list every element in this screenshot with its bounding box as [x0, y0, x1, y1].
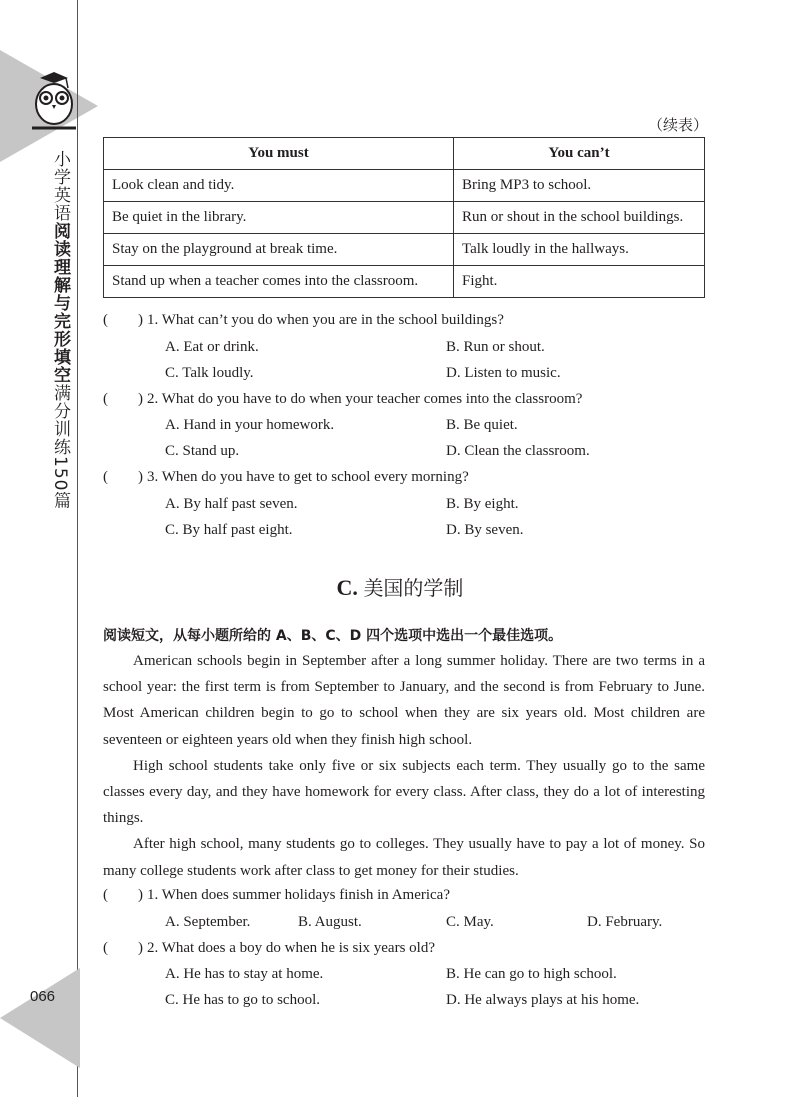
reading-passage — [103, 648, 705, 884]
book-title-part: 小学英语 — [50, 150, 70, 222]
table-cell: Fight. — [454, 266, 705, 298]
answer-blank[interactable]: ( ) — [103, 312, 143, 328]
option-b: B. Be quiet. — [446, 417, 518, 433]
answer-blank[interactable]: ( ) — [103, 469, 143, 485]
question-text: 3. When do you have to get to school every morning? — [147, 469, 469, 485]
option-c: C. By half past eight. — [165, 522, 293, 538]
question-text: 2. What does a boy do when he is six years old? — [147, 940, 435, 956]
book-title-bold-part: 阅读理解与完形填空 — [50, 222, 70, 384]
table-cell: Look clean and tidy. — [104, 170, 454, 202]
section-letter: C. — [336, 575, 358, 600]
rules-table — [103, 137, 705, 298]
option-c: C. Talk loudly. — [165, 365, 254, 381]
passage-paragraph: High school students take only five or six subjects each term. They usually go to the same classes every day, and they have homework for every class. After class, they do a lot of interesting things. — [103, 757, 705, 827]
option-a: A. By half past seven. — [165, 496, 298, 512]
question-stem — [103, 310, 504, 330]
question-text: 1. When does summer holidays finish in America? — [147, 887, 450, 903]
option-a: A. Eat or drink. — [165, 339, 259, 355]
book-title-part: 篇 — [50, 491, 70, 510]
table-cell: Run or shout in the school buildings. — [454, 202, 705, 234]
table-cell: Bring MP3 to school. — [454, 170, 705, 202]
option-b: B. By eight. — [446, 496, 519, 512]
question-text: 2. What do you have to do when your teacher comes into the classroom? — [147, 391, 583, 407]
continued-label: （续表） — [648, 116, 709, 134]
option-d: D. Clean the classroom. — [446, 443, 590, 459]
option-c: C. Stand up. — [165, 443, 240, 459]
option-a: A. Hand in your homework. — [165, 417, 335, 433]
option-b: B. August. — [298, 914, 362, 930]
passage-paragraph: American schools begin in September after a long summer holiday. There are two terms in a school year: the first term is from September to January, and the second is from February to June. Most American children begin to go to school when they are six years old. Most children are seventeen or eighteen years old when they finish high school. — [103, 653, 705, 748]
table-cell: Be quiet in the library. — [104, 202, 454, 234]
option-a: A. September. — [165, 914, 251, 930]
question-stem — [103, 885, 450, 905]
option-d: D. February. — [587, 914, 663, 930]
option-d: D. Listen to music. — [446, 365, 561, 381]
section-title — [0, 572, 800, 601]
question-stem — [103, 467, 469, 487]
option-c: C. He has to go to school. — [165, 992, 320, 1008]
table-cell: Stand up when a teacher comes into the classroom. — [104, 266, 454, 298]
option-b: B. He can go to high school. — [446, 966, 617, 982]
owl-mascot-icon — [30, 70, 78, 132]
book-title — [48, 150, 72, 509]
table-row — [104, 170, 705, 202]
table-row — [104, 266, 705, 298]
table-header-cell: You can’t — [454, 138, 705, 170]
passage-paragraph: After high school, many students go to colleges. They usually have to pay a lot of money. So many college students work after class to get money for their studies. — [103, 836, 705, 879]
option-b: B. Run or shout. — [446, 339, 545, 355]
answer-blank[interactable]: ( ) — [103, 391, 143, 407]
table-header-row — [104, 138, 705, 170]
table-cell: Stay on the playground at break time. — [104, 234, 454, 266]
section-title-text: 美国的学制 — [363, 576, 464, 600]
answer-blank[interactable]: ( ) — [103, 887, 143, 903]
book-title-number: 150 — [50, 456, 70, 492]
sidebar-divider — [77, 0, 78, 1097]
answer-blank[interactable]: ( ) — [103, 940, 143, 956]
instruction-text: 阅读短文，从每小题所给的 A、B、C、D 四个选项中选出一个最佳选项。 — [103, 628, 563, 644]
question-stem — [103, 938, 435, 958]
table-cell: Talk loudly in the hallways. — [454, 234, 705, 266]
table-header-cell: You must — [104, 138, 454, 170]
option-a: A. He has to stay at home. — [165, 966, 324, 982]
page-number: 066 — [30, 988, 56, 1005]
option-d: D. He always plays at his home. — [446, 992, 640, 1008]
table-row — [104, 202, 705, 234]
question-text: 1. What can’t you do when you are in the school buildings? — [147, 312, 504, 328]
option-d: D. By seven. — [446, 522, 524, 538]
question-stem — [103, 389, 582, 409]
book-title-part: 满分训练 — [50, 384, 70, 456]
option-c: C. May. — [446, 914, 494, 930]
table-row — [104, 234, 705, 266]
corner-decoration-bottom — [0, 968, 80, 1068]
